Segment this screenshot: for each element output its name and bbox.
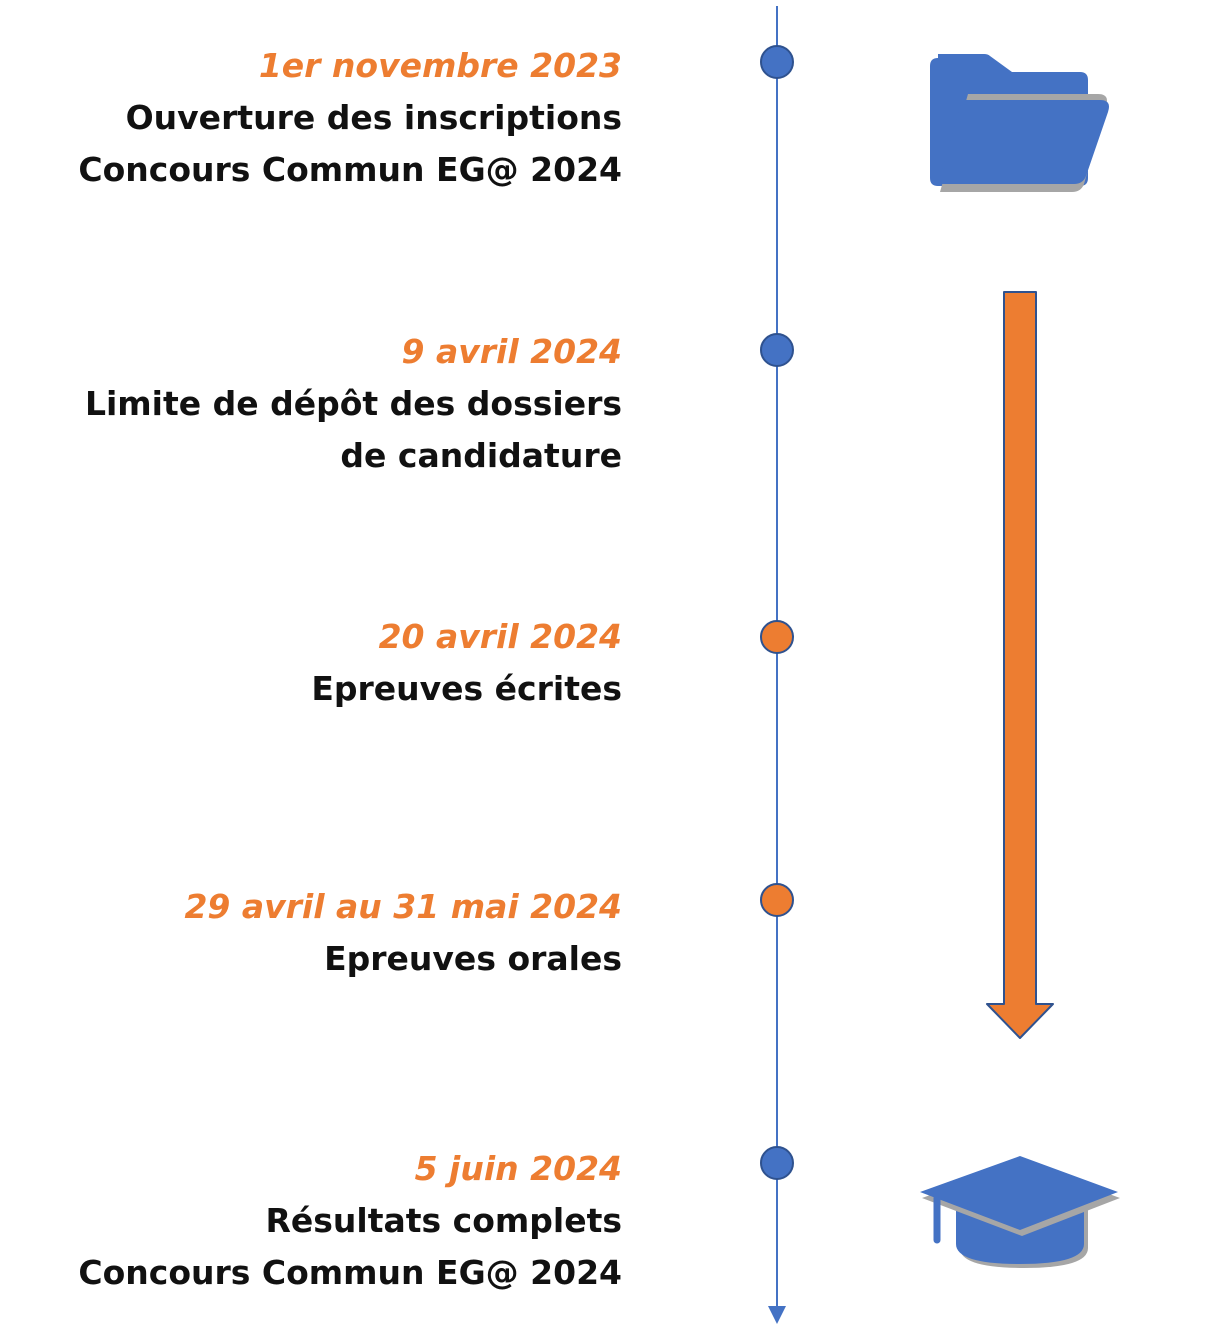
event-date: 1er novembre 2023 <box>258 46 622 85</box>
timeline-marker-3 <box>761 621 793 653</box>
event-description-line: Résultats complets <box>265 1201 622 1240</box>
event-description-line: de candidature <box>340 436 622 475</box>
event-description-line: Epreuves écrites <box>311 669 622 708</box>
event-date: 9 avril 2024 <box>401 332 622 371</box>
timeline-marker-4 <box>761 884 793 916</box>
timeline-event-3 <box>311 611 622 715</box>
graduation-cap-icon <box>920 1156 1120 1268</box>
timeline-marker-5 <box>761 1147 793 1179</box>
event-description-line: Ouverture des inscriptions <box>125 98 622 137</box>
timeline-event-4 <box>184 881 622 985</box>
event-date: 29 avril au 31 mai 2024 <box>184 887 622 926</box>
timeline-event-2 <box>85 326 622 482</box>
event-description-line: Epreuves orales <box>324 939 622 978</box>
event-description-line: Concours Commun EG@ 2024 <box>78 150 622 189</box>
folder-icon <box>930 54 1109 192</box>
down-arrow-icon <box>987 292 1053 1038</box>
event-description-line: Limite de dépôt des dossiers <box>84 384 622 423</box>
event-date: 5 juin 2024 <box>414 1149 622 1188</box>
event-date: 20 avril 2024 <box>378 617 622 656</box>
event-description-line: Concours Commun EG@ 2024 <box>78 1253 622 1292</box>
timeline-event-1 <box>78 40 622 196</box>
timeline-marker-2 <box>761 334 793 366</box>
timeline-arrowhead <box>768 1306 786 1324</box>
timeline-event-5 <box>78 1143 622 1299</box>
timeline-marker-1 <box>761 46 793 78</box>
